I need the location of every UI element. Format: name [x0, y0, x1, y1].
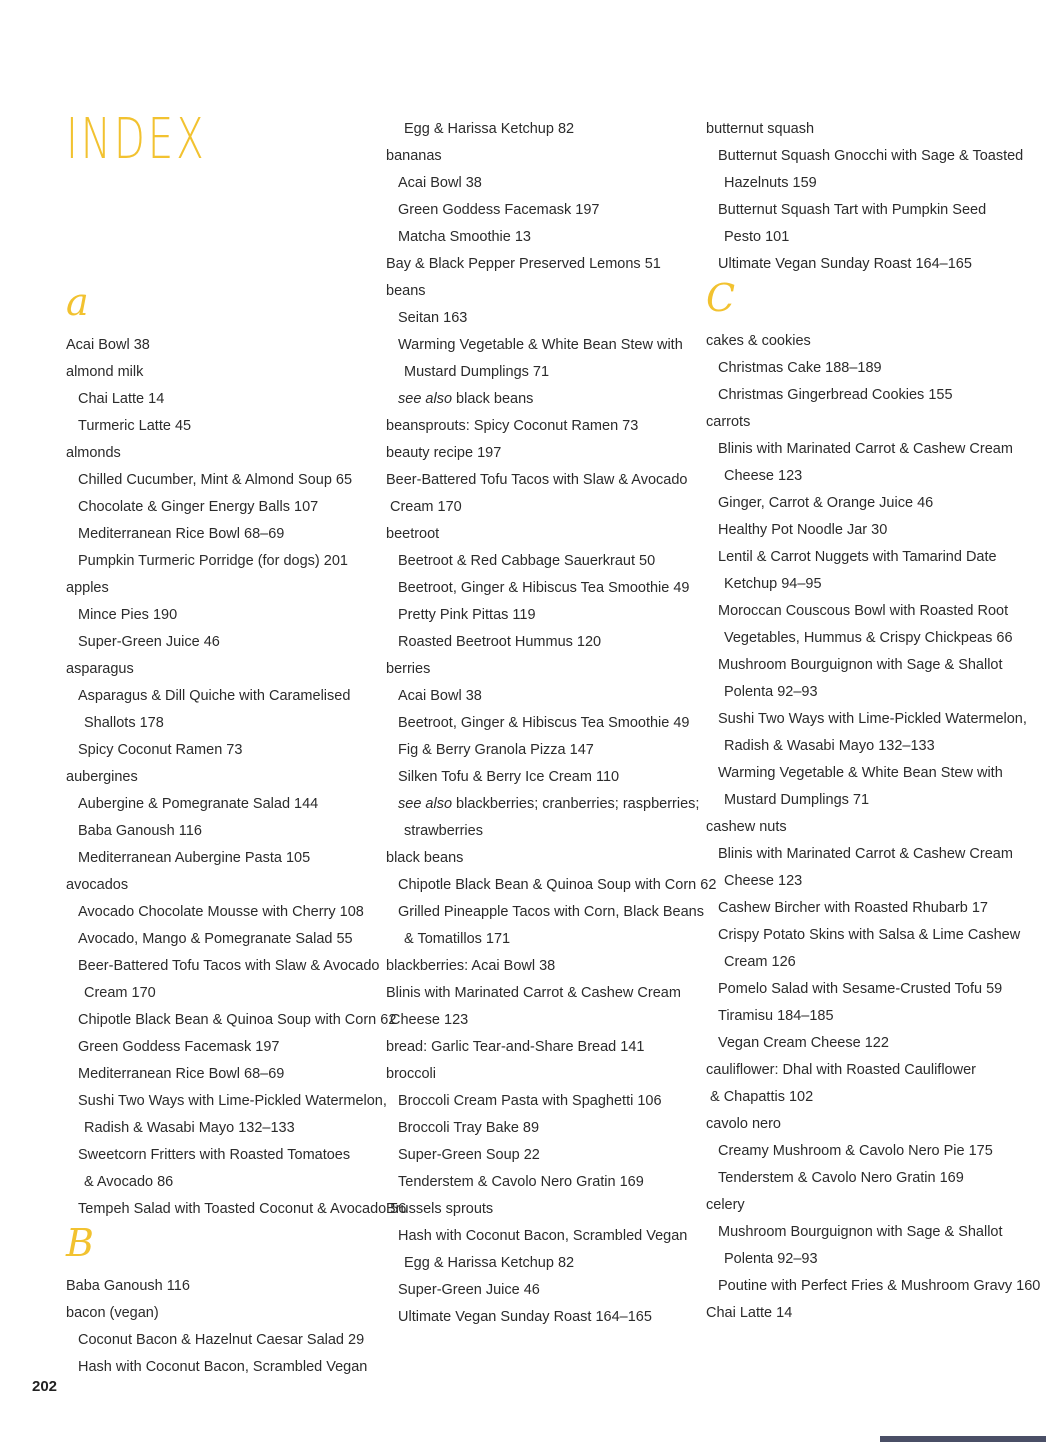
index-entry: Blinis with Marinated Carrot & Cashew Cream [386, 985, 681, 1001]
index-subentry: Mediterranean Rice Bowl 68–69 [78, 526, 285, 542]
index-continuation: Cheese 123 [724, 873, 803, 889]
index-subentry: Sweetcorn Fritters with Roasted Tomatoes [78, 1147, 351, 1163]
index-entry: cavolo nero [706, 1116, 781, 1132]
index-entry: beauty recipe 197 [386, 445, 502, 461]
index-subentry: Super-Green Soup 22 [398, 1147, 540, 1163]
index-subentry: Blinis with Marinated Carrot & Cashew Cream [718, 846, 1013, 862]
index-subentry: Chai Latte 14 [78, 391, 165, 407]
index-subentry: Matcha Smoothie 13 [398, 229, 531, 245]
index-subentry: Mediterranean Rice Bowl 68–69 [78, 1066, 285, 1082]
index-subentry: Turmeric Latte 45 [78, 418, 192, 434]
index-subentry: Pumpkin Turmeric Porridge (for dogs) 201 [78, 553, 348, 569]
index-subentry: Tenderstem & Cavolo Nero Gratin 169 [398, 1174, 644, 1190]
index-subentry: Fig & Berry Granola Pizza 147 [398, 742, 594, 758]
index-subentry: Sushi Two Ways with Lime-Pickled Watermelon, [78, 1093, 387, 1109]
index-subentry: Aubergine & Pomegranate Salad 144 [78, 796, 319, 812]
index-subentry: Acai Bowl 38 [398, 175, 482, 191]
index-subentry: Silken Tofu & Berry Ice Cream 110 [398, 769, 620, 785]
index-subentry: Warming Vegetable & White Bean Stew with [718, 765, 1003, 781]
index-continuation: Ketchup 94–95 [724, 576, 822, 592]
index-entry: black beans [386, 850, 464, 866]
section-letter: B [66, 1221, 94, 1265]
index-continuation: Egg & Harissa Ketchup 82 [404, 1255, 575, 1271]
index-subentry: Cashew Bircher with Roasted Rhubarb 17 [718, 900, 988, 916]
index-subentry: Blinis with Marinated Carrot & Cashew Cream [718, 441, 1013, 457]
index-continuation: Cheese 123 [390, 1012, 469, 1028]
index-continuation: & Tomatillos 171 [404, 931, 511, 947]
index-subentry: Christmas Cake 188–189 [718, 360, 882, 376]
index-continuation: Egg & Harissa Ketchup 82 [404, 121, 575, 137]
index-subentry: Vegan Cream Cheese 122 [718, 1035, 889, 1051]
index-subentry: Crispy Potato Skins with Salsa & Lime Cashew [718, 927, 1021, 943]
index-entry: broccoli [386, 1066, 436, 1082]
index-subentry: Spicy Coconut Ramen 73 [78, 742, 243, 758]
see-also-label: see also [398, 796, 453, 812]
index-entry: cakes & cookies [706, 333, 811, 349]
index-entry: carrots [706, 414, 751, 430]
index-entry: bread: Garlic Tear-and-Share Bread 141 [386, 1039, 645, 1055]
index-entry: butternut squash [706, 121, 815, 137]
index-entry: berries [386, 661, 431, 677]
index-subentry: Super-Green Juice 46 [78, 634, 220, 650]
index-subentry: Christmas Gingerbread Cookies 155 [718, 387, 953, 403]
index-subentry: Ultimate Vegan Sunday Roast 164–165 [398, 1309, 652, 1325]
index-entry: beans [386, 283, 426, 299]
index-continuation: Cream 170 [390, 499, 462, 515]
index-subentry: Creamy Mushroom & Cavolo Nero Pie 175 [718, 1143, 993, 1159]
index-entry: bananas [386, 148, 442, 164]
index-continuation: strawberries [404, 823, 483, 839]
index-continuation: Cheese 123 [724, 468, 803, 484]
index-entry: avocados [66, 877, 129, 893]
page-title: INDEX [66, 107, 207, 172]
index-subentry: Grilled Pineapple Tacos with Corn, Black Beans [398, 904, 705, 920]
index-subentry: Beetroot, Ginger & Hibiscus Tea Smoothie 49 [398, 580, 690, 596]
index-subentry: Chipotle Black Bean & Quinoa Soup with Corn 62 [398, 877, 717, 893]
index-subentry: Roasted Beetroot Hummus 120 [398, 634, 602, 650]
index-continuation: & Avocado 86 [84, 1174, 174, 1190]
index-subentry: Lentil & Carrot Nuggets with Tamarind Date [718, 549, 997, 565]
index-continuation: Radish & Wasabi Mayo 132–133 [84, 1120, 295, 1136]
index-subentry: Beetroot & Red Cabbage Sauerkraut 50 [398, 553, 656, 569]
index-subentry: Warming Vegetable & White Bean Stew with [398, 337, 683, 353]
index-subentry: Chocolate & Ginger Energy Balls 107 [78, 499, 319, 515]
index-subentry: Butternut Squash Gnocchi with Sage & Toasted [718, 148, 1024, 164]
index-subentry: Green Goddess Facemask 197 [78, 1039, 280, 1055]
index-subentry: Pomelo Salad with Sesame-Crusted Tofu 59 [718, 981, 1003, 997]
index-subentry: Moroccan Couscous Bowl with Roasted Root [718, 603, 1009, 619]
index-entry: almonds [66, 445, 121, 461]
index-continuation: Cream 170 [84, 985, 156, 1001]
index-subentry: Butternut Squash Tart with Pumpkin Seed [718, 202, 987, 218]
index-see-also [398, 794, 699, 814]
index-continuation: Mustard Dumplings 71 [724, 792, 870, 808]
index-subentry: Mushroom Bourguignon with Sage & Shallot [718, 1224, 1003, 1240]
index-entry: aubergines [66, 769, 138, 785]
index-entry: cauliflower: Dhal with Roasted Cauliflower [706, 1062, 976, 1078]
index-subentry: Tenderstem & Cavolo Nero Gratin 169 [718, 1170, 964, 1186]
index-subentry: Tempeh Salad with Toasted Coconut & Avocado 56 [78, 1201, 407, 1217]
index-subentry: Hash with Coconut Bacon, Scrambled Vegan [78, 1359, 368, 1375]
index-subentry: Avocado, Mango & Pomegranate Salad 55 [78, 931, 353, 947]
index-continuation: Hazelnuts 159 [724, 175, 817, 191]
index-entry: beansprouts: Spicy Coconut Ramen 73 [386, 418, 639, 434]
index-entry: Acai Bowl 38 [66, 337, 150, 353]
index-continuation: & Chapattis 102 [710, 1089, 814, 1105]
index-subentry: Poutine with Perfect Fries & Mushroom Gravy 160 [718, 1278, 1041, 1294]
index-subentry: Broccoli Tray Bake 89 [398, 1120, 540, 1136]
index-entry: blackberries: Acai Bowl 38 [386, 958, 556, 974]
index-subentry: Baba Ganoush 116 [78, 823, 202, 839]
index-entry: almond milk [66, 364, 144, 380]
index-entry: apples [66, 580, 109, 596]
index-continuation: Vegetables, Hummus & Crispy Chickpeas 66 [724, 630, 1013, 646]
page-number: 202 [32, 1378, 58, 1395]
index-continuation: Polenta 92–93 [724, 1251, 818, 1267]
index-continuation: Polenta 92–93 [724, 684, 818, 700]
index-continuation: Mustard Dumplings 71 [404, 364, 550, 380]
index-continuation: Cream 126 [724, 954, 796, 970]
index-entry: asparagus [66, 661, 134, 677]
index-entry: Bay & Black Pepper Preserved Lemons 51 [386, 256, 661, 272]
see-also-targets: blackberries; cranberries; raspberries; [452, 796, 700, 812]
index-subentry: Ultimate Vegan Sunday Roast 164–165 [718, 256, 972, 272]
index-subentry: Hash with Coconut Bacon, Scrambled Vegan [398, 1228, 688, 1244]
index-subentry: Broccoli Cream Pasta with Spaghetti 106 [398, 1093, 662, 1109]
index-entry: Brussels sprouts [386, 1201, 494, 1217]
index-entry: Chai Latte 14 [706, 1305, 793, 1321]
index-subentry: Healthy Pot Noodle Jar 30 [718, 522, 888, 538]
section-letter: a [66, 280, 89, 324]
index-subentry: Chilled Cucumber, Mint & Almond Soup 65 [78, 472, 353, 488]
index-subentry: Avocado Chocolate Mousse with Cherry 108 [78, 904, 364, 920]
index-subentry: Acai Bowl 38 [398, 688, 482, 704]
index-subentry: Ginger, Carrot & Orange Juice 46 [718, 495, 934, 511]
index-entry: celery [706, 1197, 745, 1213]
index-see-also [398, 389, 533, 409]
index-entry: bacon (vegan) [66, 1305, 159, 1321]
see-also-label: see also [398, 391, 453, 407]
index-subentry: Seitan 163 [398, 310, 468, 326]
index-continuation: Pesto 101 [724, 229, 790, 245]
index-subentry: Green Goddess Facemask 197 [398, 202, 600, 218]
index-entry: beetroot [386, 526, 440, 542]
index-subentry: Sushi Two Ways with Lime-Pickled Watermelon, [718, 711, 1027, 727]
index-entry: Baba Ganoush 116 [66, 1278, 190, 1294]
index-subentry: Asparagus & Dill Quiche with Caramelised [78, 688, 351, 704]
section-letter: C [706, 276, 736, 320]
index-subentry: Beer-Battered Tofu Tacos with Slaw & Avocado [78, 958, 380, 974]
index-subentry: Beetroot, Ginger & Hibiscus Tea Smoothie 49 [398, 715, 690, 731]
index-subentry: Pretty Pink Pittas 119 [398, 607, 536, 623]
index-entry: Beer-Battered Tofu Tacos with Slaw & Avocado [386, 472, 688, 488]
index-subentry: Coconut Bacon & Hazelnut Caesar Salad 29 [78, 1332, 365, 1348]
index-subentry: Super-Green Juice 46 [398, 1282, 540, 1298]
index-subentry: Tiramisu 184–185 [718, 1008, 834, 1024]
index-continuation: Shallots 178 [84, 715, 164, 731]
index-entry: cashew nuts [706, 819, 787, 835]
index-continuation: Radish & Wasabi Mayo 132–133 [724, 738, 935, 754]
index-subentry: Mushroom Bourguignon with Sage & Shallot [718, 657, 1003, 673]
index-subentry: Chipotle Black Bean & Quinoa Soup with Corn 62 [78, 1012, 397, 1028]
page-edge-shadow [880, 1436, 1046, 1442]
index-subentry: Mediterranean Aubergine Pasta 105 [78, 850, 311, 866]
see-also-targets: black beans [452, 391, 534, 407]
index-subentry: Mince Pies 190 [78, 607, 178, 623]
